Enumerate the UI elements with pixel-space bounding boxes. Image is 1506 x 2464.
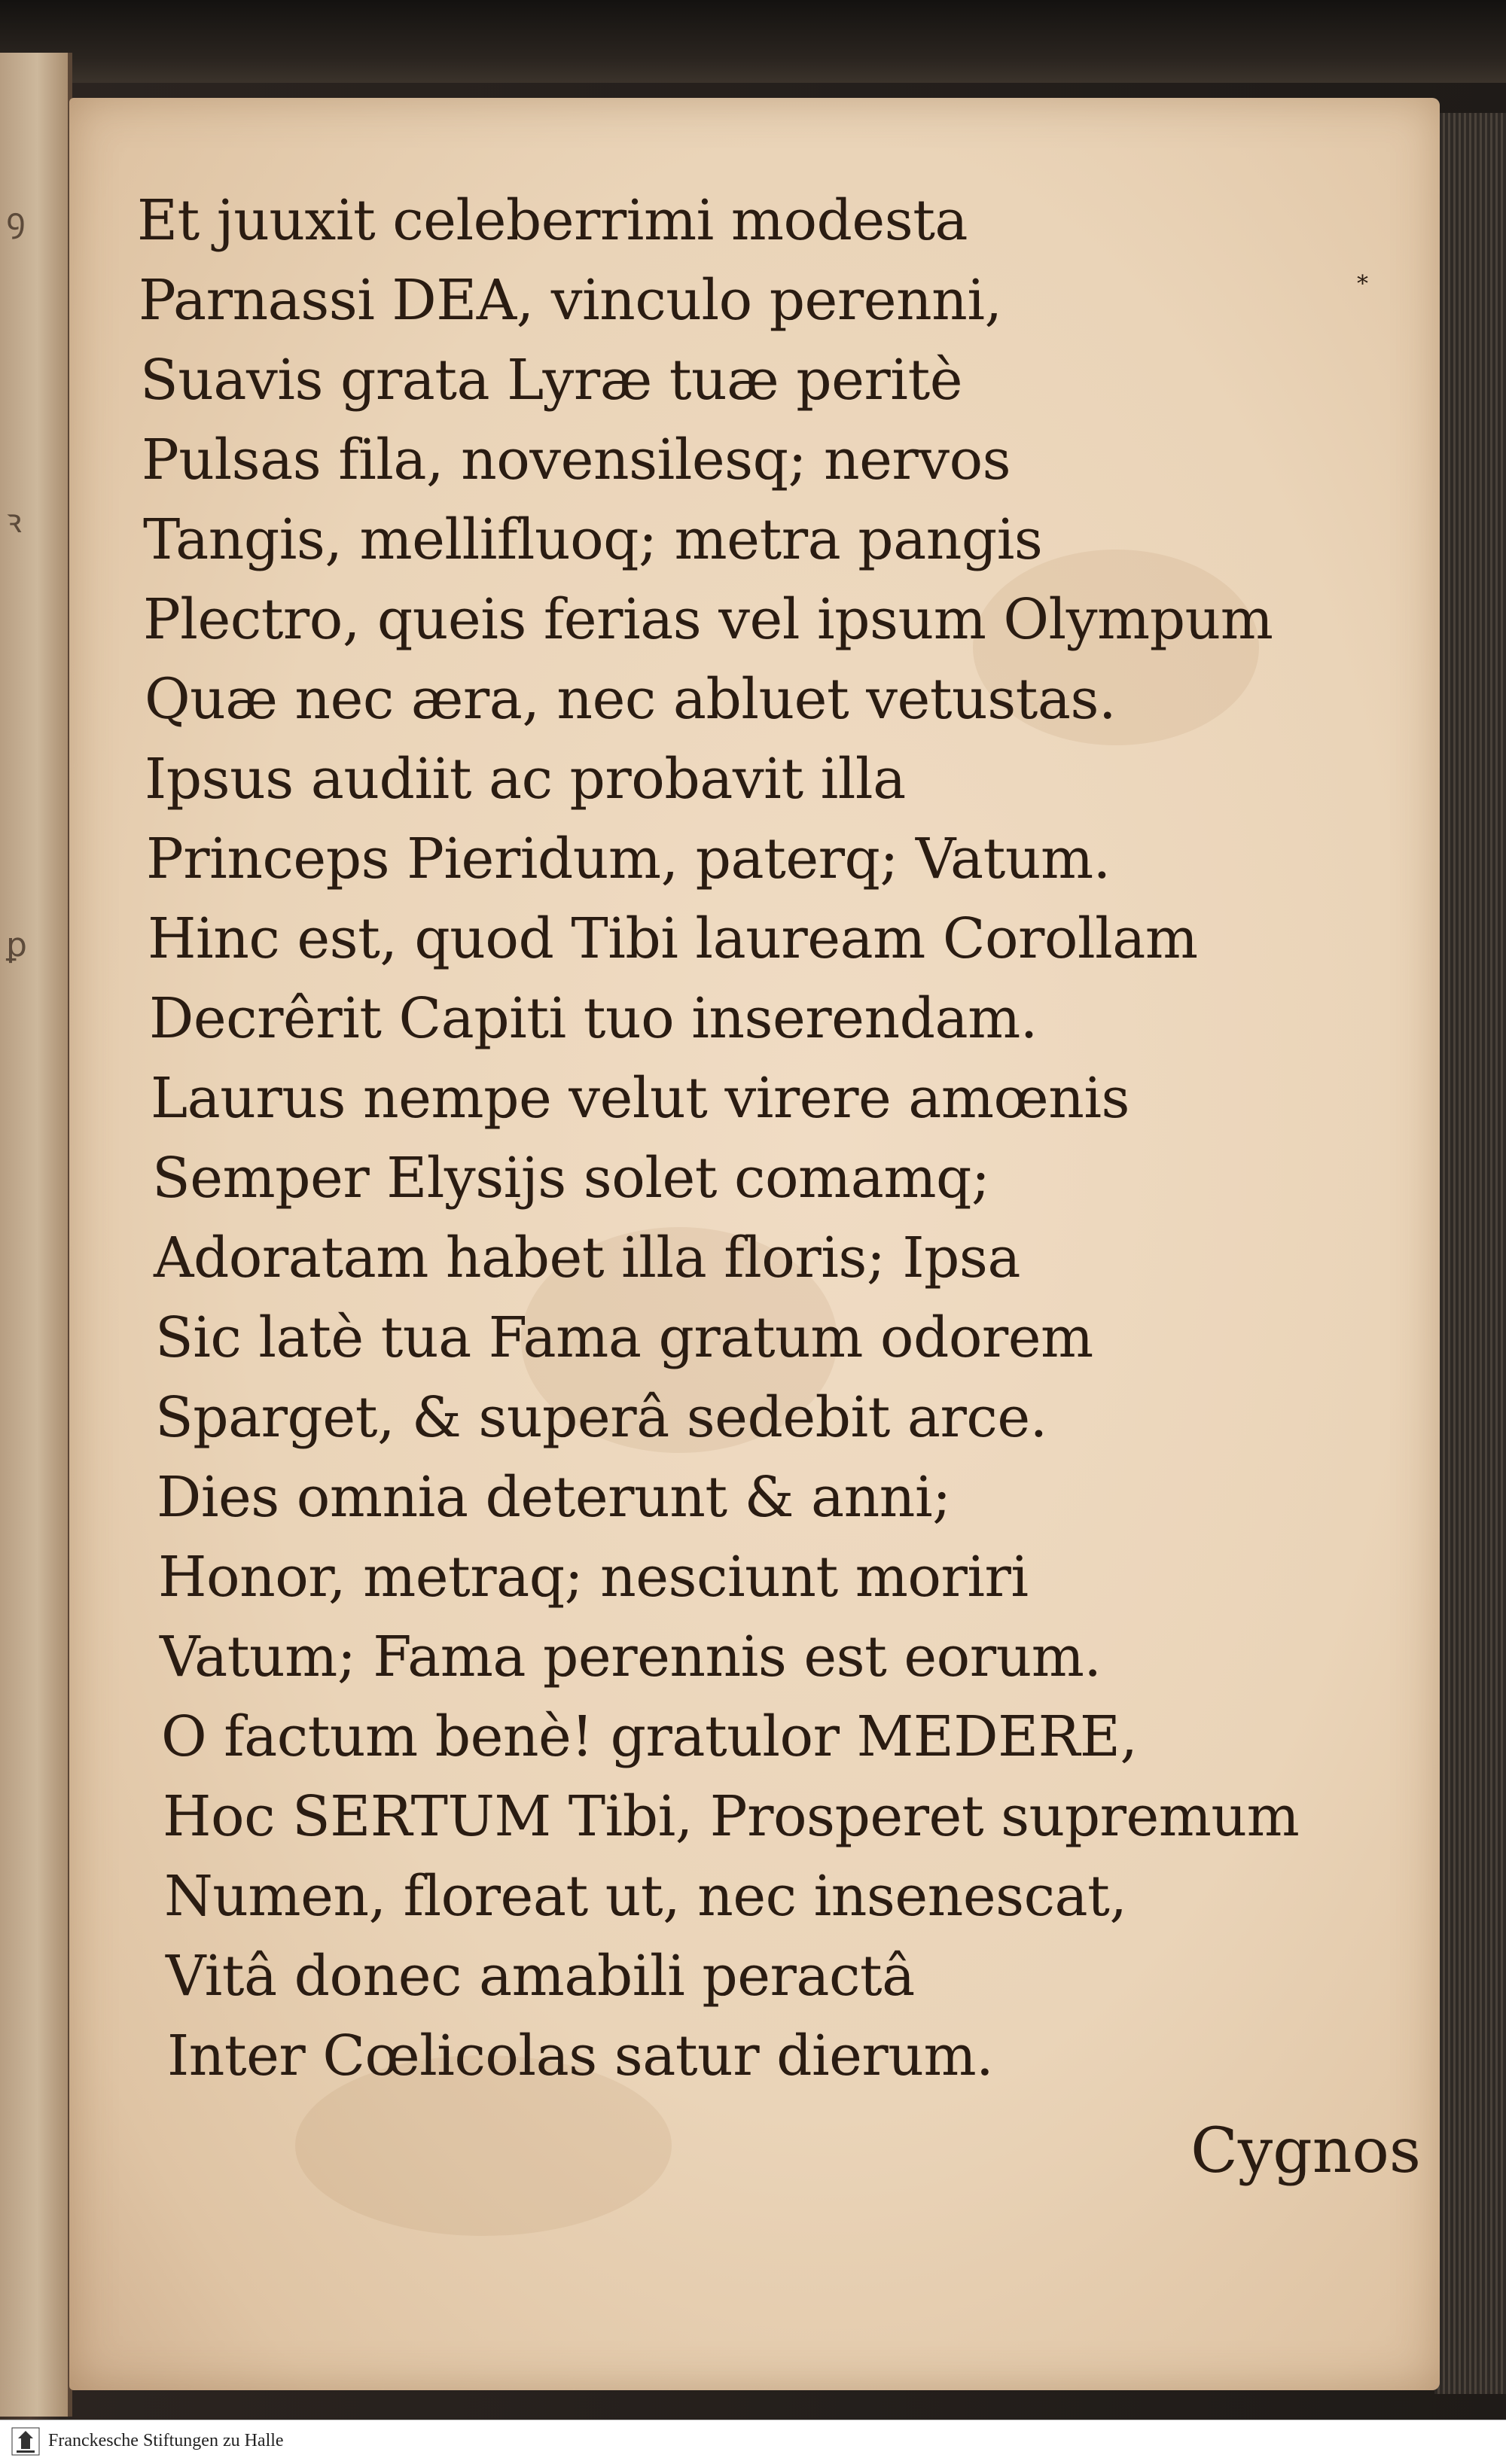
- poem-line: Suavis grata Lyræ tuæ peritè: [140, 348, 962, 413]
- poem-line: Hinc est, quod Tibi lauream Corollam: [148, 906, 1198, 971]
- poem-line: Princeps Pieridum, paterq; Vatum.: [146, 827, 1111, 891]
- poem-line: Et juuxit celeberrimi modesta: [137, 188, 968, 253]
- poem-line: Inter Cœlicolas satur dierum.: [167, 2024, 994, 2088]
- institution-logo-icon: [11, 2426, 41, 2456]
- book-page: [69, 98, 1440, 2390]
- catchword: Cygnos: [1190, 2115, 1421, 2187]
- poem-line: Pulsas fila, novensilesq; nervos: [142, 428, 1011, 492]
- poem-line: Vatum; Fama perennis est eorum.: [160, 1625, 1102, 1689]
- poem-line: Sic latè tua Fama gratum odorem: [155, 1305, 1093, 1370]
- poem-line: Hoc SERTUM Tibi, Prosperet supremum: [163, 1784, 1300, 1849]
- poem-text: [137, 181, 1417, 2096]
- poem-line: Quæ nec æra, nec abluet vetustas.: [145, 667, 1117, 732]
- poem-line: Sparget, & superâ sedebit arce.: [155, 1385, 1047, 1450]
- poem-line: Dies omnia deterunt & anni;: [157, 1465, 951, 1530]
- poem-line: Adoratam habet illa floris; Ipsa: [154, 1226, 1021, 1290]
- poem-line: Semper Elysijs solet comamq;: [152, 1146, 990, 1211]
- poem-line: Laurus nempe velut virere amœnis: [151, 1066, 1130, 1131]
- binding-top-edge: [0, 0, 1506, 83]
- poem-line: Tangis, mellifluoq; metra pangis: [143, 507, 1043, 572]
- facing-page-fragment: ꝯ: [6, 201, 26, 239]
- credit-text: Franckesche Stiftungen zu Halle: [48, 2431, 284, 2450]
- poem-line: Ipsus audiit ac probavit illa: [145, 747, 906, 812]
- poem-line: Plectro, queis ferias vel ipsum Olympum: [143, 587, 1273, 652]
- credit-bar: [0, 2420, 1506, 2464]
- poem-line: Numen, floreat ut, nec insenescat,: [164, 1864, 1127, 1929]
- poem-line: O factum benè! gratulor MEDERE,: [161, 1704, 1138, 1769]
- facing-page-fragment: ꝑ: [6, 926, 27, 964]
- page-block-edge: [1434, 113, 1506, 2394]
- facing-page-edge: [0, 53, 72, 2417]
- page-ink-mark: ⁎: [1357, 263, 1368, 290]
- poem-line: Parnassi DEA, vinculo perenni,: [139, 268, 1002, 333]
- facing-page-fragment: ꝛ: [6, 502, 22, 541]
- poem-line: Vitâ donec amabili peractâ: [166, 1944, 915, 2009]
- poem-line: Decrêrit Capiti tuo inserendam.: [149, 986, 1038, 1051]
- poem-line: Honor, metraq; nesciunt moriri: [158, 1545, 1029, 1610]
